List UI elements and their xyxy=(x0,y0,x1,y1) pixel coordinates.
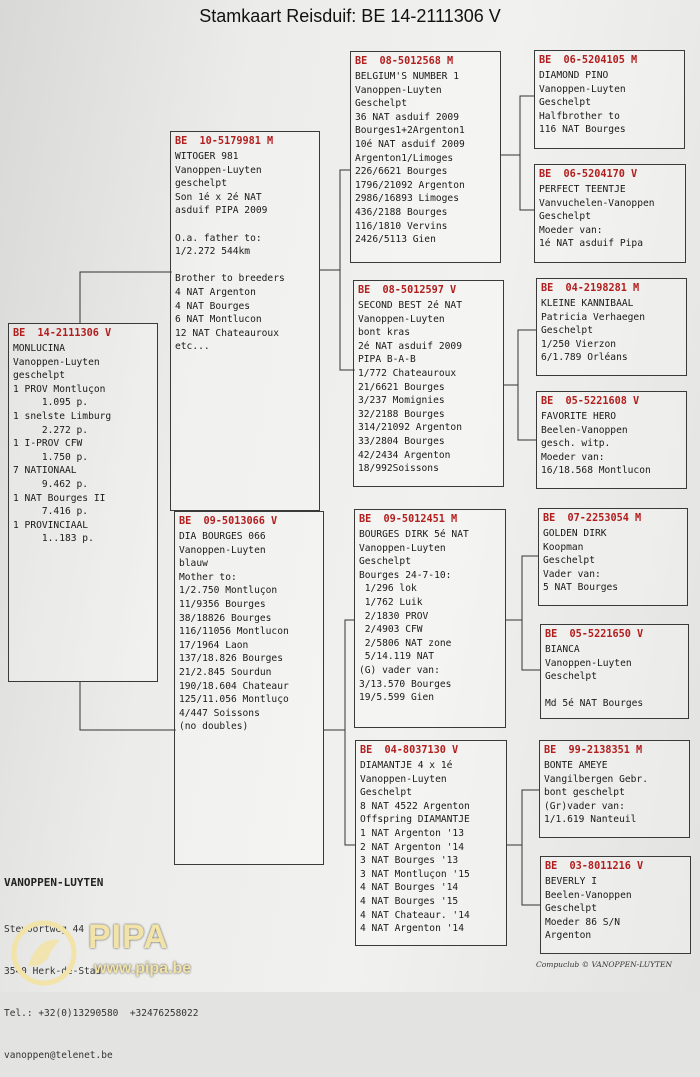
card-line: 1/2.272 544km xyxy=(175,246,251,258)
connector-fm-fmm xyxy=(518,385,536,440)
card-mother xyxy=(174,511,324,865)
ring-number: BE 99-2138351 M xyxy=(544,745,643,756)
connector-ff-fff xyxy=(500,96,534,155)
card-line: Geschelpt xyxy=(545,671,597,683)
card-line: Geschelpt xyxy=(541,325,593,337)
card-mmm xyxy=(540,856,691,954)
card-line: 2986/16893 Limoges xyxy=(355,193,459,205)
card-line: 8 NAT 4522 Argenton xyxy=(360,800,470,812)
card-line: 2/5806 NAT zone xyxy=(359,637,452,649)
card-line: Vanoppen-Luyten xyxy=(175,164,262,176)
card-line: (G) vader van: xyxy=(359,664,440,676)
card-line: 9.462 p. xyxy=(13,478,89,490)
card-father xyxy=(170,131,320,511)
card-line: 38/18826 Bourges xyxy=(179,612,272,624)
card-line: Geschelpt xyxy=(359,556,411,568)
card-line: 7.416 p. xyxy=(13,506,89,518)
card-line: Geschelpt xyxy=(355,98,407,110)
card-line: Geschelpt xyxy=(360,787,412,799)
connector-subject-mother xyxy=(80,682,176,730)
card-line: Geschelpt xyxy=(545,903,597,915)
card-line: Argenton1/Limoges xyxy=(355,152,454,164)
card-line: bont kras xyxy=(358,327,410,339)
card-line: gesch. witp. xyxy=(541,438,611,450)
address-line: Stevoortweg 44 xyxy=(4,924,85,935)
card-line: Geschelpt xyxy=(539,211,591,223)
card-lines xyxy=(179,530,319,734)
page-title: Stamkaart Reisduif: BE 14-2111306 V xyxy=(199,6,501,26)
card-line: Bourges1+2Argenton1 xyxy=(355,125,465,137)
ring-number: BE 03-8011216 V xyxy=(545,861,644,872)
card-line: Vanoppen-Luyten xyxy=(355,84,442,96)
card-line: 1/296 lok xyxy=(359,583,417,595)
card-line: 3/13.570 Bourges xyxy=(359,678,452,690)
card-line: Brother to breeders xyxy=(175,273,285,285)
card-line: 1/250 Vierzon xyxy=(541,338,617,350)
ring-number: BE 08-5012597 V xyxy=(358,285,457,296)
card-lines xyxy=(355,70,496,247)
card-line: 1796/21092 Argenton xyxy=(355,179,465,191)
card-line: Moeder 86 S/N xyxy=(545,916,621,928)
card-line: 4 NAT Argenton xyxy=(175,286,256,298)
card-line: Vader van: xyxy=(543,568,601,580)
card-line: Vanoppen-Luyten xyxy=(358,313,445,325)
card-line: 4 NAT Bourges '14 xyxy=(360,882,459,894)
card-line xyxy=(175,218,315,232)
ring-number: BE 06-5204170 V xyxy=(539,169,638,180)
card-line: 436/2188 Bourges xyxy=(355,206,448,218)
card-line: 1 NAT Bourges II xyxy=(13,492,106,504)
card-line: PERFECT TEENTJE xyxy=(539,184,626,195)
card-line: 1/772 Chateauroux xyxy=(358,367,457,379)
card-line: 1..183 p. xyxy=(13,533,94,545)
card-line: Geschelpt xyxy=(543,555,595,567)
card-line: Vanoppen-Luyten xyxy=(360,773,447,785)
card-line: 21/2.845 Sourdun xyxy=(179,666,272,678)
card-lines xyxy=(541,410,682,478)
credit-line: Compuclub © VANOPPEN-LUYTEN xyxy=(536,960,673,969)
card-maternal-granddam xyxy=(355,740,507,946)
card-mfm xyxy=(540,624,689,719)
ring-number: BE 10-5179981 M xyxy=(175,136,274,147)
card-line: Moeder van: xyxy=(539,224,603,236)
card-line: SECOND BEST 2é NAT xyxy=(358,300,462,311)
card-lines xyxy=(541,297,682,365)
card-lines xyxy=(358,299,499,476)
card-line: 314/21092 Argenton xyxy=(358,422,462,434)
card-line: Beelen-Vanoppen xyxy=(541,424,628,436)
card-line: 33/2804 Bourges xyxy=(358,435,445,447)
card-line: 6 NAT Montlucon xyxy=(175,314,262,326)
card-maternal-grandsire xyxy=(354,509,506,728)
connector-mf-mfm xyxy=(522,620,540,670)
ring-number: BE 06-5204105 M xyxy=(539,55,638,66)
card-line: PIPA B-A-B xyxy=(358,354,416,366)
ring-number: BE 04-2198281 M xyxy=(541,283,640,294)
card-line: Bourges 24-7-10: xyxy=(359,569,452,581)
ring-number: BE 14-2111306 V xyxy=(13,328,112,339)
card-line: 3 NAT Montluçon '15 xyxy=(360,868,470,880)
card-line: 16/18.568 Montlucon xyxy=(541,465,651,477)
logo-url: www.pipa.be xyxy=(94,960,192,977)
card-line: 4 NAT Bourges '15 xyxy=(360,895,459,907)
card-line: 4 NAT Chateaur. '14 xyxy=(360,909,470,921)
card-line: 10é NAT asduif 2009 xyxy=(355,138,465,150)
card-line: KLEINE KANNIBAAL xyxy=(541,298,634,309)
card-line: geschelpt xyxy=(13,370,65,382)
card-lines xyxy=(543,527,683,595)
card-line: 1.095 p. xyxy=(13,397,89,409)
card-line: Geschelpt xyxy=(539,97,591,109)
card-line: FAVORITE HERO xyxy=(541,411,617,422)
breeder-name: VANOPPEN-LUYTEN xyxy=(4,876,104,889)
card-line: etc... xyxy=(175,341,210,353)
card-line: 7 NATIONAAL xyxy=(13,465,77,477)
ring-number: BE 04-8037130 V xyxy=(360,745,459,756)
card-line: BIANCA xyxy=(545,644,580,655)
card-line: 2é NAT asduif 2009 xyxy=(358,340,462,352)
card-fmm xyxy=(536,391,687,489)
card-lines xyxy=(539,183,681,251)
card-line: 6/1.789 Orléans xyxy=(541,352,628,364)
card-line: 3/237 Momignies xyxy=(358,395,445,407)
logo-text: PIPA xyxy=(88,918,169,956)
card-lines xyxy=(545,643,684,711)
card-line: 1/762 Luik xyxy=(359,596,423,608)
card-paternal-granddam xyxy=(353,280,504,487)
card-line: Vanoppen-Luyten xyxy=(179,544,266,556)
card-line: 116/1810 Vervins xyxy=(355,220,448,232)
card-line: 125/11.056 Montluço xyxy=(179,694,289,706)
card-line: 1 I-PROV CFW xyxy=(13,438,83,450)
connector-mm-mmf xyxy=(507,790,539,845)
card-line: (no doubles) xyxy=(179,721,249,733)
card-line: 2 NAT Argenton '14 xyxy=(360,841,464,853)
card-line: Vanoppen-Luyten xyxy=(13,356,100,368)
card-line: Vanoppen-Luyten xyxy=(359,542,446,554)
card-line: BOURGES DIRK 5é NAT xyxy=(359,529,469,540)
ring-number: BE 09-5012451 M xyxy=(359,514,458,525)
card-line: Vangilbergen Gebr. xyxy=(544,773,648,785)
card-line: 19/5.599 Gien xyxy=(359,692,435,704)
card-lines xyxy=(544,759,685,827)
card-line: DIAMOND PINO xyxy=(539,70,609,81)
card-line: BONTE AMEYE xyxy=(544,760,608,771)
card-line: 2/4903 CFW xyxy=(359,624,423,636)
connector-ff-ffm xyxy=(520,155,534,210)
card-line: 1 snelste Limburg xyxy=(13,410,112,422)
card-line: 42/2434 Argenton xyxy=(358,449,451,461)
card-line: 1 NAT Argenton '13 xyxy=(360,827,464,839)
card-line: BEVERLY I xyxy=(545,876,597,887)
connector-subject-father xyxy=(80,272,172,323)
ring-number: BE 07-2253054 M xyxy=(543,513,642,524)
card-line: blauw xyxy=(179,558,208,570)
card-line: O.a. father to: xyxy=(175,232,262,244)
card-line: 32/2188 Bourges xyxy=(358,408,445,420)
card-line: DIAMANTJE 4 x 1é xyxy=(360,760,453,771)
connector-mf-mff xyxy=(505,556,538,620)
address-line: 3540 Herk-de-Stad xyxy=(4,966,102,977)
card-line: Argenton xyxy=(545,930,592,942)
card-mmf xyxy=(539,740,690,838)
card-line: (Gr)vader van: xyxy=(544,800,625,812)
card-fff xyxy=(534,50,685,149)
card-line: 116/11056 Montlucon xyxy=(179,626,289,638)
card-line: BELGIUM'S NUMBER 1 xyxy=(355,71,459,82)
card-line: Koopman xyxy=(543,541,584,553)
card-line: 11/9356 Bourges xyxy=(179,598,266,610)
card-lines xyxy=(539,69,680,137)
card-line: 5 NAT Bourges xyxy=(543,582,619,594)
card-line: Moeder van: xyxy=(541,451,605,463)
card-line: 4 NAT Argenton '14 xyxy=(360,923,464,935)
card-ffm xyxy=(534,164,686,263)
card-line: 1/1.619 Nanteuil xyxy=(544,814,637,826)
card-line: 137/18.826 Bourges xyxy=(179,653,283,665)
card-line: GOLDEN DIRK xyxy=(543,528,607,539)
card-line xyxy=(175,259,315,273)
card-line: Vanoppen-Luyten xyxy=(539,83,626,95)
ring-number: BE 05-5221608 V xyxy=(541,396,640,407)
card-line: 2/1830 PROV xyxy=(359,610,429,622)
card-line: Halfbrother to xyxy=(539,110,620,122)
card-line: 2426/5113 Gien xyxy=(355,234,436,246)
card-line: 18/992Soissons xyxy=(358,463,439,475)
card-lines xyxy=(360,759,502,936)
card-line: Patricia Verhaegen xyxy=(541,311,645,323)
ring-number: BE 09-5013066 V xyxy=(179,516,278,527)
card-line: MONLUCINA xyxy=(13,343,65,354)
card-line: Vanvuchelen-Vanoppen xyxy=(539,197,655,209)
address-line: vanoppen@telenet.be xyxy=(4,1050,113,1061)
card-line: 12 NAT Chateauroux xyxy=(175,327,279,339)
card-line: 1/2.750 Montluçon xyxy=(179,585,278,597)
card-line: 36 NAT asduif 2009 xyxy=(355,111,459,123)
card-line: 3 NAT Bourges '13 xyxy=(360,855,459,867)
card-line: 190/18.604 Chateaur xyxy=(179,680,289,692)
card-line: Beelen-Vanoppen xyxy=(545,889,632,901)
connector-father-ff xyxy=(319,170,351,270)
card-line: 116 NAT Bourges xyxy=(539,124,626,136)
ring-number: BE 05-5221650 V xyxy=(545,629,644,640)
card-line: Vanoppen-Luyten xyxy=(545,657,632,669)
card-line: WITOGER 981 xyxy=(175,151,239,162)
address-line: Tel.: +32(0)13290580 +32476258022 xyxy=(4,1008,199,1019)
card-line xyxy=(545,684,684,698)
card-lines xyxy=(175,150,315,354)
card-line: 5/14.119 NAT xyxy=(359,651,435,663)
card-line: Md 5é NAT Bourges xyxy=(545,698,644,710)
card-line: Son 1é x 2é NAT xyxy=(175,191,262,203)
card-line: DIA BOURGES 066 xyxy=(179,531,266,542)
card-mff xyxy=(538,508,688,606)
card-line: Offspring DIAMANTJE xyxy=(360,814,470,826)
card-subject xyxy=(8,323,158,682)
card-fmf xyxy=(536,278,687,376)
card-line: 1é NAT asduif Pipa xyxy=(539,238,643,250)
card-line: 2.272 p. xyxy=(13,424,89,436)
card-line: 1 PROVINCIAAL xyxy=(13,519,89,531)
card-paternal-grandsire xyxy=(350,51,501,263)
card-line: 1.750 p. xyxy=(13,451,89,463)
card-lines xyxy=(13,342,153,546)
card-lines xyxy=(359,528,501,705)
card-lines xyxy=(545,875,686,943)
card-line: 4 NAT Bourges xyxy=(175,300,251,312)
connector-mother-mf xyxy=(323,620,354,730)
card-line: 17/1964 Laon xyxy=(179,639,249,651)
card-line: 226/6621 Bourges xyxy=(355,166,448,178)
ring-number: BE 08-5012568 M xyxy=(355,56,454,67)
card-line: 4/447 Soissons xyxy=(179,707,260,719)
card-line: 1 PROV Montluçon xyxy=(13,383,106,395)
card-line: 21/6621 Bourges xyxy=(358,381,445,393)
connector-fm-fmf xyxy=(503,330,536,385)
card-line: geschelpt xyxy=(175,178,227,190)
card-line: asduif PIPA 2009 xyxy=(175,205,268,217)
connector-mm-mmm xyxy=(522,845,540,905)
card-line: bont geschelpt xyxy=(544,787,625,799)
card-line: Mother to: xyxy=(179,571,237,583)
